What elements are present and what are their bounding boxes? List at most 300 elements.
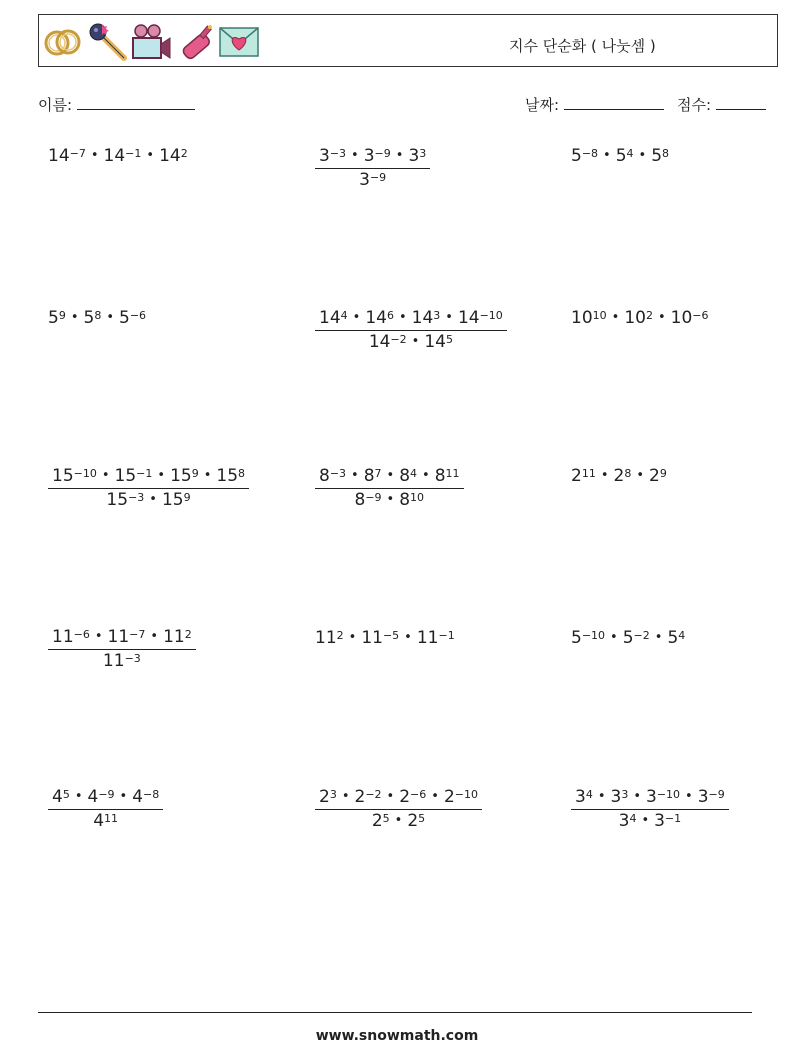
denominator [315,331,507,352]
power-exponent: −10 [656,788,681,801]
denominator [315,489,464,510]
multiply-dot: • [641,813,650,828]
love-letter-icon [218,22,260,62]
numerator [48,627,196,650]
power-base: 11 [315,628,337,648]
power-term [435,466,460,486]
power-term [216,466,245,486]
power-term [108,627,146,647]
multiply-dot: • [395,148,404,163]
multiply-dot: • [70,310,79,325]
power-term [319,146,346,166]
power-exponent: 3 [621,788,629,801]
multiply-dot: • [157,468,166,483]
power-base: 14 [424,332,446,352]
power-exponent: 4 [585,788,593,801]
problem-7 [48,466,249,510]
power-term [84,308,102,328]
power-base: 2 [371,811,383,831]
problem-14 [315,787,482,831]
power-base: 14 [319,308,341,328]
multiply-dot: • [348,630,357,645]
power-base: 11 [416,628,439,648]
problem-15 [571,787,729,831]
power-base: 8 [354,490,366,510]
product-expression [319,146,426,166]
power-term [132,787,159,807]
fraction [315,146,430,190]
power-term [651,146,669,166]
power-base: 10 [624,308,646,328]
power-base: 5 [651,146,663,166]
power-exponent: −6 [129,309,147,322]
power-exponent: 5 [418,812,426,825]
problem-9 [571,466,667,486]
denominator [315,169,430,190]
power-base: 14 [159,146,181,166]
power-base: 15 [52,466,74,486]
power-base: 14 [457,308,480,328]
power-term [575,787,593,807]
power-exponent: 11 [581,467,596,480]
power-base: 3 [610,787,622,807]
product-expression [369,332,453,352]
power-term [355,490,382,510]
multiply-dot: • [146,148,155,163]
product-expression [619,811,682,831]
power-base: 3 [359,170,370,190]
name-blank [77,95,195,110]
product-expression [52,466,245,486]
power-exponent: −8 [143,788,160,801]
header-box [38,14,778,67]
power-term [417,628,455,648]
power-exponent: 10 [410,491,425,504]
power-exponent: 5 [382,812,390,825]
multiply-dot: • [610,630,618,645]
power-exponent: −3 [329,147,347,160]
power-term [315,628,344,648]
power-term [93,811,118,831]
power-exponent: 11 [104,812,119,825]
power-base: 5 [83,308,95,328]
power-term [106,490,144,510]
power-base: 11 [102,651,125,671]
power-term [624,308,653,328]
power-base: 15 [170,466,192,486]
fraction [315,787,482,831]
denominator [315,810,482,831]
multiply-dot: • [638,148,647,163]
multiply-dot: • [101,468,110,483]
power-exponent: −5 [382,629,400,642]
numerator [48,466,249,489]
product-expression [93,811,118,831]
power-exponent: −9 [98,788,115,801]
power-base: 11 [52,627,74,647]
power-base: 2 [649,466,660,486]
multiply-dot: • [445,310,453,325]
multiply-dot: • [150,629,159,644]
power-base: 15 [161,490,184,510]
power-exponent: 4 [629,812,637,825]
power-exponent: 4 [678,629,686,642]
power-term [667,628,685,648]
power-term [619,811,637,831]
power-term [364,466,382,486]
date-label: 날짜: [525,96,560,114]
multiply-dot: • [203,468,212,483]
power-term [616,146,634,166]
power-base: 14 [368,332,391,352]
multiply-dot: • [654,630,663,645]
power-base: 5 [622,628,634,648]
multiply-dot: • [603,148,611,163]
power-term [88,787,115,807]
power-exponent: −7 [129,628,146,641]
power-exponent: −6 [410,788,427,801]
power-term [444,787,478,807]
power-term [408,146,426,166]
power-base: 3 [575,787,586,807]
power-term [571,628,605,648]
power-base: 5 [571,146,582,166]
power-term [649,466,667,486]
power-base: 11 [107,627,130,647]
power-term [424,332,453,352]
fraction [571,787,729,831]
power-exponent: −9 [365,491,382,504]
power-exponent: 9 [191,467,199,480]
power-exponent: 11 [445,467,460,480]
power-term [364,146,391,166]
power-base: 8 [399,490,411,510]
multiply-dot: • [657,310,666,325]
power-exponent: −3 [329,467,347,480]
name-field [38,94,195,115]
power-term [319,308,348,328]
power-exponent: −1 [125,147,142,160]
power-exponent: 7 [374,467,382,480]
multiply-dot: • [597,789,606,804]
score-label: 점수: [677,96,712,114]
product-expression [571,628,685,648]
power-exponent: 8 [94,309,102,322]
power-term [52,627,90,647]
multiply-dot: • [386,492,395,507]
multiply-dot: • [149,492,157,507]
power-term [52,787,70,807]
power-base: 5 [48,308,59,328]
power-base: 2 [354,787,366,807]
power-exponent: −10 [581,629,606,642]
problem-13 [48,787,163,831]
power-term [170,466,199,486]
product-expression [571,146,669,166]
product-expression [571,308,708,328]
date-field [525,94,664,115]
header-icons [42,22,260,62]
problem-5 [315,308,507,352]
product-expression [103,651,141,671]
multiply-dot: • [74,789,83,804]
multiply-dot: • [636,468,644,483]
fraction [48,627,196,671]
numerator [315,466,464,489]
problem-4 [48,308,146,328]
multiply-dot: • [611,310,620,325]
power-term [369,332,407,352]
multiply-dot: • [119,789,128,804]
rings-icon [42,22,84,62]
power-term [623,628,650,648]
power-base: 15 [106,490,129,510]
footer-divider [38,1012,752,1013]
power-exponent: 3 [419,147,427,160]
power-exponent: −10 [454,788,478,801]
power-term [407,811,425,831]
power-base: 3 [697,787,709,807]
product-expression [571,466,667,486]
power-term [646,787,680,807]
power-exponent: −9 [374,147,391,160]
product-expression [48,308,146,328]
power-term [319,787,337,807]
power-exponent: −2 [633,629,650,642]
name-label: 이름: [38,96,73,114]
power-base: 2 [407,811,419,831]
power-exponent: 8 [238,467,246,480]
product-expression [372,811,425,831]
power-base: 5 [667,628,679,648]
power-term [163,627,192,647]
power-base: 11 [361,628,383,648]
product-expression [48,146,188,166]
power-exponent: −1 [664,812,682,825]
power-term [412,308,441,328]
power-exponent: −2 [365,788,382,801]
multiply-dot: • [386,789,395,804]
power-term [319,466,346,486]
power-term [359,170,386,190]
problem-2 [315,146,430,190]
power-exponent: −2 [390,333,407,346]
fraction [48,787,163,831]
power-base: 4 [132,787,144,807]
power-exponent: −9 [369,171,387,184]
power-base: 8 [363,466,375,486]
power-exponent: 9 [659,467,667,480]
power-exponent: 2 [180,147,188,160]
multiply-dot: • [411,334,420,349]
multiply-dot: • [351,148,359,163]
power-term [48,146,86,166]
power-exponent: −9 [708,788,725,801]
power-base: 3 [654,811,665,831]
fraction [315,466,464,510]
power-base: 10 [670,308,693,328]
power-term [355,787,382,807]
power-term [611,787,629,807]
footer-url: www.snowmath.com [315,1028,479,1044]
power-base: 2 [443,787,455,807]
product-expression [355,490,425,510]
problem-6 [571,308,708,328]
worksheet-title: 지수 단순화 ( 나눗셈 ) [509,37,656,55]
power-base: 3 [408,146,420,166]
power-exponent: −3 [124,652,141,665]
power-base: 15 [114,466,137,486]
power-term [48,308,66,328]
multiply-dot: • [341,789,350,804]
power-base: 3 [363,146,375,166]
power-term [372,811,390,831]
denominator [48,650,196,671]
multiply-dot: • [600,468,609,483]
denominator [48,810,163,831]
power-exponent: −10 [73,467,97,480]
multiply-dot: • [106,310,114,325]
power-base: 2 [319,787,330,807]
power-term [571,146,598,166]
product-expression [359,170,386,190]
power-base: 2 [613,466,625,486]
power-exponent: 8 [624,467,632,480]
product-expression [106,490,190,510]
movie-camera-icon [130,22,172,62]
power-base: 3 [618,811,630,831]
power-exponent: 2 [336,629,344,642]
power-exponent: 5 [62,788,70,801]
denominator [48,489,249,510]
champagne-bottle-icon [174,22,216,62]
fraction [315,308,507,352]
power-exponent: 9 [58,309,66,322]
power-exponent: 2 [184,628,192,641]
numerator [315,308,507,331]
power-base: 4 [52,787,63,807]
power-base: 3 [646,787,657,807]
power-base: 14 [411,308,434,328]
power-term [103,651,141,671]
power-base: 2 [571,466,582,486]
power-term [162,490,191,510]
problem-10 [48,627,196,671]
power-base: 2 [399,787,411,807]
power-base: 14 [48,146,70,166]
multiply-dot: • [394,813,403,828]
multiply-dot: • [94,629,103,644]
power-term [458,308,503,328]
product-expression [52,787,159,807]
power-base: 15 [216,466,239,486]
fraction [48,466,249,510]
multiply-dot: • [386,468,395,483]
problem-3 [571,146,669,166]
power-exponent: −3 [128,491,145,504]
power-base: 5 [615,146,627,166]
power-exponent: −6 [73,628,90,641]
power-term [399,466,417,486]
problem-8 [315,466,464,510]
power-term [119,308,146,328]
date-blank [564,95,664,110]
power-base: 3 [319,146,330,166]
power-exponent: −7 [69,147,86,160]
multiply-dot: • [90,148,99,163]
power-base: 8 [319,466,330,486]
power-term [698,787,725,807]
power-exponent: 4 [410,467,418,480]
power-exponent: −1 [136,467,153,480]
product-expression [575,787,725,807]
power-base: 5 [119,308,130,328]
power-base: 8 [434,466,446,486]
power-term [159,146,188,166]
problem-11 [315,628,455,648]
power-base: 11 [163,627,185,647]
multiply-dot: • [633,789,641,804]
power-base: 10 [571,308,593,328]
power-exponent: 5 [445,333,453,346]
power-term [614,466,632,486]
power-term [104,146,142,166]
product-expression [319,308,503,328]
power-base: 4 [87,787,99,807]
denominator [571,810,729,831]
product-expression [319,466,460,486]
power-term [399,490,424,510]
score-blank [716,95,766,110]
power-term [361,628,399,648]
product-expression [319,787,478,807]
power-exponent: 4 [626,147,634,160]
power-exponent: −6 [692,309,709,322]
numerator [315,146,430,169]
multiply-dot: • [398,310,407,325]
power-exponent: 4 [340,309,348,322]
power-exponent: −10 [479,309,503,322]
power-exponent: 3 [433,309,441,322]
power-exponent: −1 [438,629,455,642]
multiply-dot: • [351,468,359,483]
product-expression [52,627,192,647]
multiply-dot: • [431,789,439,804]
power-base: 8 [399,466,411,486]
power-term [571,466,596,486]
multiply-dot: • [352,310,361,325]
power-term [399,787,426,807]
score-field [677,94,766,115]
power-exponent: 8 [662,147,670,160]
numerator [571,787,729,810]
multiply-dot: • [685,789,693,804]
problem-1 [48,146,188,166]
power-exponent: 6 [386,309,394,322]
multiply-dot: • [422,468,430,483]
power-exponent: −8 [581,147,599,160]
power-base: 14 [365,308,387,328]
multiply-dot: • [404,630,412,645]
power-term [571,308,607,328]
power-exponent: 3 [329,788,337,801]
product-expression [315,628,455,648]
power-exponent: 10 [592,309,607,322]
numerator [315,787,482,810]
power-exponent: 2 [645,309,653,322]
problem-12 [571,628,685,648]
power-base: 14 [103,146,126,166]
